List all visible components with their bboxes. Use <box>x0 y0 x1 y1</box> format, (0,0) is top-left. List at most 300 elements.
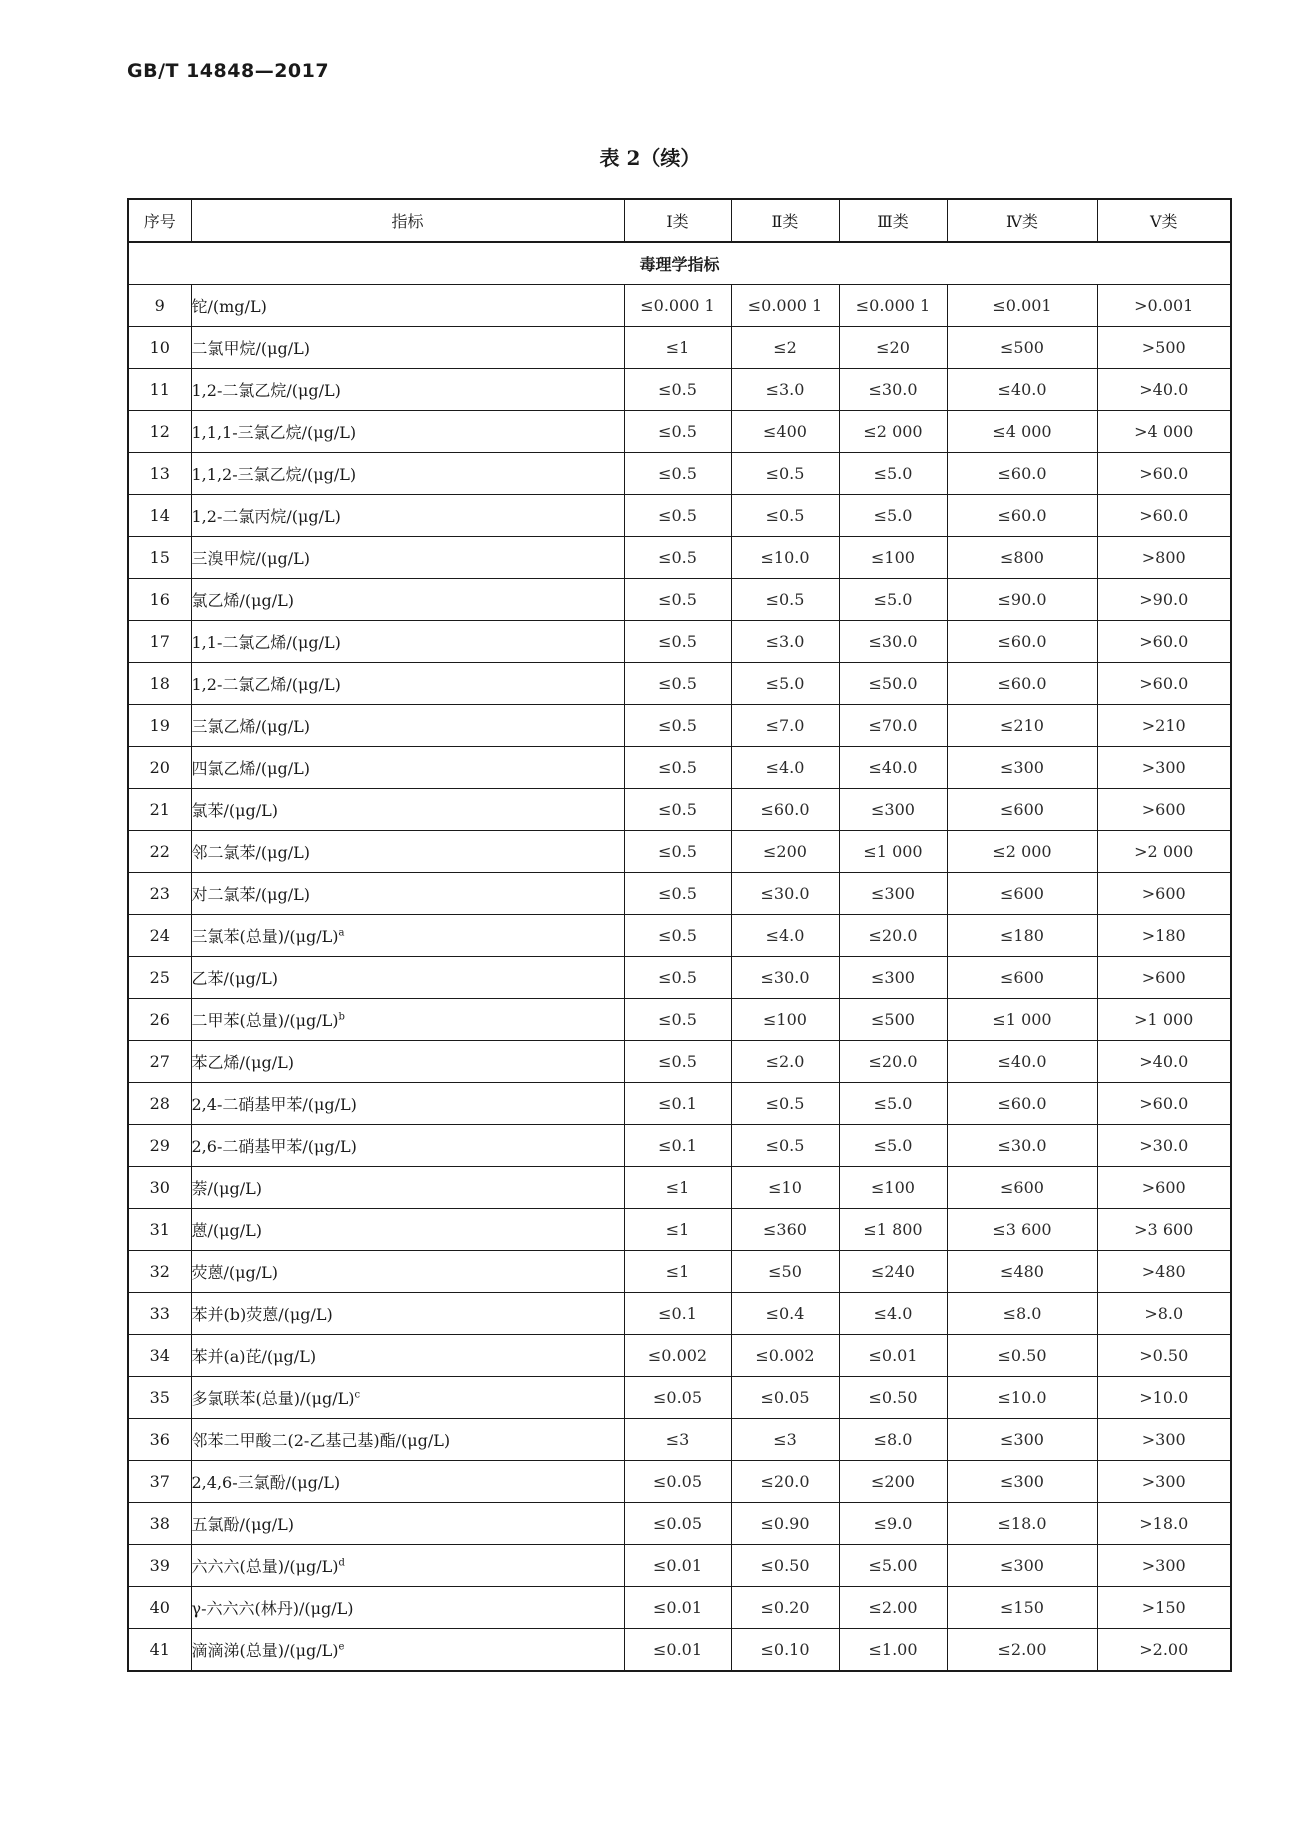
class-3-limit-cell: ≤20.0 <box>839 1041 947 1083</box>
indicator-name: 苯并(a)芘/(μg/L) <box>191 1347 317 1366</box>
serial-number-cell: 24 <box>128 915 191 957</box>
class-1-limit-cell: ≤0.5 <box>624 621 731 663</box>
class-1-limit-cell: ≤0.002 <box>624 1335 731 1377</box>
column-header-class-1: Ⅰ类 <box>624 199 731 242</box>
serial-number-cell: 14 <box>128 495 191 537</box>
serial-number-cell: 11 <box>128 369 191 411</box>
indicator-cell <box>191 999 624 1041</box>
table-row <box>128 1251 1231 1293</box>
class-1-limit-cell: ≤0.5 <box>624 1041 731 1083</box>
class-4-limit-cell: ≤60.0 <box>947 621 1097 663</box>
serial-number-cell: 40 <box>128 1587 191 1629</box>
class-5-limit-cell: >18.0 <box>1097 1503 1231 1545</box>
serial-number-cell: 39 <box>128 1545 191 1587</box>
serial-number-cell: 37 <box>128 1461 191 1503</box>
indicator-cell <box>191 327 624 369</box>
header-row <box>128 199 1231 242</box>
class-4-limit-cell: ≤300 <box>947 1545 1097 1587</box>
class-4-limit-cell: ≤40.0 <box>947 1041 1097 1083</box>
class-5-limit-cell: >2.00 <box>1097 1629 1231 1672</box>
indicator-name: γ-六六六(林丹)/(μg/L) <box>191 1599 354 1618</box>
class-1-limit-cell: ≤1 <box>624 327 731 369</box>
indicator-cell <box>191 1251 624 1293</box>
class-4-limit-cell: ≤0.50 <box>947 1335 1097 1377</box>
class-2-limit-cell: ≤0.05 <box>731 1377 839 1419</box>
class-1-limit-cell: ≤0.1 <box>624 1293 731 1335</box>
table-caption: 表 2（续） <box>599 146 701 170</box>
class-2-limit-cell: ≤3.0 <box>731 621 839 663</box>
column-header-indicator: 指标 <box>191 199 624 242</box>
serial-number-cell: 36 <box>128 1419 191 1461</box>
class-3-limit-cell: ≤100 <box>839 1167 947 1209</box>
class-5-limit-cell: >90.0 <box>1097 579 1231 621</box>
indicator-name: 1,2-二氯乙烯/(μg/L) <box>191 675 341 694</box>
class-4-limit-cell: ≤600 <box>947 873 1097 915</box>
class-2-limit-cell: ≤0.5 <box>731 453 839 495</box>
class-5-limit-cell: >3 600 <box>1097 1209 1231 1251</box>
class-1-limit-cell: ≤0.1 <box>624 1083 731 1125</box>
table-row <box>128 705 1231 747</box>
indicator-cell <box>191 747 624 789</box>
class-4-limit-cell: ≤300 <box>947 1461 1097 1503</box>
class-2-limit-cell: ≤100 <box>731 999 839 1041</box>
table-row <box>128 831 1231 873</box>
class-2-limit-cell: ≤50 <box>731 1251 839 1293</box>
indicator-name: 1,2-二氯乙烷/(μg/L) <box>191 381 341 400</box>
class-4-limit-cell: ≤600 <box>947 789 1097 831</box>
class-3-limit-cell: ≤1.00 <box>839 1629 947 1672</box>
class-4-limit-cell: ≤2 000 <box>947 831 1097 873</box>
class-2-limit-cell: ≤0.50 <box>731 1545 839 1587</box>
table-row <box>128 1167 1231 1209</box>
class-4-limit-cell: ≤40.0 <box>947 369 1097 411</box>
class-2-limit-cell: ≤2 <box>731 327 839 369</box>
indicator-name: 邻苯二甲酸二(2-乙基己基)酯/(μg/L) <box>191 1431 451 1450</box>
indicator-name: 四氯乙烯/(μg/L) <box>191 759 311 778</box>
indicator-name: 荧蒽/(μg/L) <box>191 1263 279 1282</box>
indicator-name: 三溴甲烷/(μg/L) <box>191 549 311 568</box>
indicator-cell <box>191 1083 624 1125</box>
table-row <box>128 1125 1231 1167</box>
indicator-name: 2,4-二硝基甲苯/(μg/L) <box>191 1095 357 1114</box>
class-1-limit-cell: ≤0.5 <box>624 369 731 411</box>
class-2-limit-cell: ≤60.0 <box>731 789 839 831</box>
class-4-limit-cell: ≤90.0 <box>947 579 1097 621</box>
class-4-limit-cell: ≤60.0 <box>947 453 1097 495</box>
serial-number-cell: 28 <box>128 1083 191 1125</box>
table-row <box>128 663 1231 705</box>
table-row <box>128 789 1231 831</box>
class-3-limit-cell: ≤5.0 <box>839 495 947 537</box>
serial-number-cell: 41 <box>128 1629 191 1672</box>
indicator-name: 邻二氯苯/(μg/L) <box>191 843 311 862</box>
class-5-limit-cell: >60.0 <box>1097 663 1231 705</box>
indicator-cell <box>191 1335 624 1377</box>
class-5-limit-cell: >60.0 <box>1097 1083 1231 1125</box>
class-5-limit-cell: >1 000 <box>1097 999 1231 1041</box>
class-4-limit-cell: ≤30.0 <box>947 1125 1097 1167</box>
class-3-limit-cell: ≤40.0 <box>839 747 947 789</box>
indicator-name: 1,1-二氯乙烯/(μg/L) <box>191 633 341 652</box>
indicator-cell <box>191 453 624 495</box>
column-header-class-5: Ⅴ类 <box>1097 199 1231 242</box>
class-3-limit-cell: ≤100 <box>839 537 947 579</box>
indicator-name: 铊/(mg/L) <box>191 297 267 316</box>
indicator-cell <box>191 411 624 453</box>
indicator-name: 萘/(μg/L) <box>191 1179 263 1198</box>
class-3-limit-cell: ≤70.0 <box>839 705 947 747</box>
class-5-limit-cell: >0.001 <box>1097 285 1231 327</box>
class-2-limit-cell: ≤0.90 <box>731 1503 839 1545</box>
serial-number-cell: 26 <box>128 999 191 1041</box>
indicator-cell <box>191 1293 624 1335</box>
indicator-name: 滴滴涕(总量)/(μg/L) <box>191 1641 339 1660</box>
indicator-name: 五氯酚/(μg/L) <box>191 1515 295 1534</box>
table-row <box>128 873 1231 915</box>
footnote-marker: e <box>338 1641 345 1653</box>
class-3-limit-cell: ≤50.0 <box>839 663 947 705</box>
table-row <box>128 1419 1231 1461</box>
class-2-limit-cell: ≤2.0 <box>731 1041 839 1083</box>
indicator-name: 苯乙烯/(μg/L) <box>191 1053 295 1072</box>
table-row <box>128 1083 1231 1125</box>
indicator-cell <box>191 369 624 411</box>
class-3-limit-cell: ≤5.0 <box>839 1125 947 1167</box>
class-4-limit-cell: ≤60.0 <box>947 663 1097 705</box>
indicator-name: 氯乙烯/(μg/L) <box>191 591 295 610</box>
class-2-limit-cell: ≤0.4 <box>731 1293 839 1335</box>
class-1-limit-cell: ≤0.01 <box>624 1545 731 1587</box>
class-4-limit-cell: ≤480 <box>947 1251 1097 1293</box>
table-row <box>128 1335 1231 1377</box>
indicator-name: 2,4,6-三氯酚/(μg/L) <box>191 1473 341 1492</box>
class-1-limit-cell: ≤0.5 <box>624 495 731 537</box>
class-5-limit-cell: >4 000 <box>1097 411 1231 453</box>
class-1-limit-cell: ≤0.5 <box>624 999 731 1041</box>
class-3-limit-cell: ≤500 <box>839 999 947 1041</box>
table-row <box>128 453 1231 495</box>
class-5-limit-cell: >300 <box>1097 1419 1231 1461</box>
class-2-limit-cell: ≤0.20 <box>731 1587 839 1629</box>
serial-number-cell: 19 <box>128 705 191 747</box>
indicator-cell <box>191 1125 624 1167</box>
class-1-limit-cell: ≤0.01 <box>624 1629 731 1672</box>
class-3-limit-cell: ≤9.0 <box>839 1503 947 1545</box>
class-4-limit-cell: ≤300 <box>947 1419 1097 1461</box>
serial-number-cell: 18 <box>128 663 191 705</box>
indicator-name: 乙苯/(μg/L) <box>191 969 279 988</box>
indicator-name: 多氯联苯(总量)/(μg/L) <box>191 1389 355 1408</box>
class-4-limit-cell: ≤800 <box>947 537 1097 579</box>
class-4-limit-cell: ≤4 000 <box>947 411 1097 453</box>
class-5-limit-cell: >300 <box>1097 1545 1231 1587</box>
class-5-limit-cell: >600 <box>1097 873 1231 915</box>
footnote-marker: c <box>354 1389 361 1401</box>
class-2-limit-cell: ≤0.5 <box>731 495 839 537</box>
class-4-limit-cell: ≤18.0 <box>947 1503 1097 1545</box>
class-3-limit-cell: ≤30.0 <box>839 621 947 663</box>
serial-number-cell: 22 <box>128 831 191 873</box>
serial-number-cell: 35 <box>128 1377 191 1419</box>
indicator-cell <box>191 495 624 537</box>
class-5-limit-cell: >210 <box>1097 705 1231 747</box>
class-2-limit-cell: ≤0.5 <box>731 1083 839 1125</box>
serial-number-cell: 32 <box>128 1251 191 1293</box>
table-row <box>128 537 1231 579</box>
indicator-cell <box>191 663 624 705</box>
column-header-class-2: Ⅱ类 <box>731 199 839 242</box>
class-2-limit-cell: ≤0.000 1 <box>731 285 839 327</box>
serial-number-cell: 33 <box>128 1293 191 1335</box>
class-4-limit-cell: ≤8.0 <box>947 1293 1097 1335</box>
indicator-cell <box>191 1377 624 1419</box>
class-4-limit-cell: ≤2.00 <box>947 1629 1097 1672</box>
serial-number-cell: 29 <box>128 1125 191 1167</box>
class-2-limit-cell: ≤4.0 <box>731 915 839 957</box>
table-row <box>128 285 1231 327</box>
standards-table <box>127 198 1232 1672</box>
class-2-limit-cell: ≤5.0 <box>731 663 839 705</box>
class-5-limit-cell: >300 <box>1097 1461 1231 1503</box>
indicator-cell <box>191 579 624 621</box>
class-2-limit-cell: ≤400 <box>731 411 839 453</box>
class-3-limit-cell: ≤30.0 <box>839 369 947 411</box>
table-row <box>128 1377 1231 1419</box>
class-2-limit-cell: ≤30.0 <box>731 873 839 915</box>
class-3-limit-cell: ≤1 800 <box>839 1209 947 1251</box>
serial-number-cell: 9 <box>128 285 191 327</box>
class-2-limit-cell: ≤3 <box>731 1419 839 1461</box>
serial-number-cell: 13 <box>128 453 191 495</box>
class-2-limit-cell: ≤3.0 <box>731 369 839 411</box>
table-row <box>128 915 1231 957</box>
serial-number-cell: 10 <box>128 327 191 369</box>
indicator-cell <box>191 1167 624 1209</box>
table-row <box>128 1503 1231 1545</box>
class-3-limit-cell: ≤20.0 <box>839 915 947 957</box>
class-4-limit-cell: ≤300 <box>947 747 1097 789</box>
class-5-limit-cell: >600 <box>1097 957 1231 999</box>
class-4-limit-cell: ≤60.0 <box>947 495 1097 537</box>
class-1-limit-cell: ≤0.000 1 <box>624 285 731 327</box>
class-1-limit-cell: ≤0.5 <box>624 831 731 873</box>
class-5-limit-cell: >8.0 <box>1097 1293 1231 1335</box>
class-4-limit-cell: ≤210 <box>947 705 1097 747</box>
indicator-name: 氯苯/(μg/L) <box>191 801 279 820</box>
serial-number-cell: 38 <box>128 1503 191 1545</box>
section-title: 毒理学指标 <box>128 242 1231 285</box>
indicator-name: 1,1,2-三氯乙烷/(μg/L) <box>191 465 357 484</box>
serial-number-cell: 21 <box>128 789 191 831</box>
class-2-limit-cell: ≤200 <box>731 831 839 873</box>
table-body <box>128 242 1231 1671</box>
serial-number-cell: 27 <box>128 1041 191 1083</box>
class-2-limit-cell: ≤7.0 <box>731 705 839 747</box>
class-5-limit-cell: >500 <box>1097 327 1231 369</box>
class-4-limit-cell: ≤600 <box>947 957 1097 999</box>
indicator-cell <box>191 1419 624 1461</box>
indicator-cell <box>191 831 624 873</box>
section-row <box>128 242 1231 285</box>
indicator-cell <box>191 915 624 957</box>
table-row <box>128 369 1231 411</box>
class-3-limit-cell: ≤200 <box>839 1461 947 1503</box>
class-1-limit-cell: ≤1 <box>624 1209 731 1251</box>
class-4-limit-cell: ≤3 600 <box>947 1209 1097 1251</box>
indicator-name: 1,1,1-三氯乙烷/(μg/L) <box>191 423 357 442</box>
class-1-limit-cell: ≤0.5 <box>624 957 731 999</box>
class-3-limit-cell: ≤300 <box>839 873 947 915</box>
class-1-limit-cell: ≤0.5 <box>624 411 731 453</box>
serial-number-cell: 17 <box>128 621 191 663</box>
class-3-limit-cell: ≤8.0 <box>839 1419 947 1461</box>
class-3-limit-cell: ≤240 <box>839 1251 947 1293</box>
table-row <box>128 621 1231 663</box>
table-row <box>128 1041 1231 1083</box>
serial-number-cell: 16 <box>128 579 191 621</box>
class-1-limit-cell: ≤0.5 <box>624 537 731 579</box>
class-1-limit-cell: ≤1 <box>624 1167 731 1209</box>
class-5-limit-cell: >40.0 <box>1097 369 1231 411</box>
class-3-limit-cell: ≤5.0 <box>839 579 947 621</box>
class-3-limit-cell: ≤1 000 <box>839 831 947 873</box>
class-5-limit-cell: >60.0 <box>1097 453 1231 495</box>
class-4-limit-cell: ≤10.0 <box>947 1377 1097 1419</box>
class-2-limit-cell: ≤4.0 <box>731 747 839 789</box>
class-4-limit-cell: ≤180 <box>947 915 1097 957</box>
table-row <box>128 1545 1231 1587</box>
serial-number-cell: 34 <box>128 1335 191 1377</box>
serial-number-cell: 23 <box>128 873 191 915</box>
class-3-limit-cell: ≤2.00 <box>839 1587 947 1629</box>
class-5-limit-cell: >10.0 <box>1097 1377 1231 1419</box>
class-5-limit-cell: >800 <box>1097 537 1231 579</box>
class-1-limit-cell: ≤0.05 <box>624 1461 731 1503</box>
table-row <box>128 747 1231 789</box>
indicator-cell <box>191 873 624 915</box>
serial-number-cell: 12 <box>128 411 191 453</box>
class-5-limit-cell: >600 <box>1097 789 1231 831</box>
class-2-limit-cell: ≤0.5 <box>731 579 839 621</box>
indicator-name: 三氯苯(总量)/(μg/L) <box>191 927 339 946</box>
table-row <box>128 495 1231 537</box>
class-1-limit-cell: ≤1 <box>624 1251 731 1293</box>
column-header-serial: 序号 <box>128 199 191 242</box>
class-3-limit-cell: ≤0.50 <box>839 1377 947 1419</box>
class-5-limit-cell: >480 <box>1097 1251 1231 1293</box>
indicator-cell <box>191 1587 624 1629</box>
class-2-limit-cell: ≤10.0 <box>731 537 839 579</box>
serial-number-cell: 31 <box>128 1209 191 1251</box>
class-2-limit-cell: ≤360 <box>731 1209 839 1251</box>
class-5-limit-cell: >2 000 <box>1097 831 1231 873</box>
indicator-name: 二氯甲烷/(μg/L) <box>191 339 311 358</box>
class-1-limit-cell: ≤0.5 <box>624 579 731 621</box>
class-1-limit-cell: ≤0.1 <box>624 1125 731 1167</box>
class-3-limit-cell: ≤300 <box>839 957 947 999</box>
indicator-cell <box>191 1629 624 1672</box>
class-5-limit-cell: >600 <box>1097 1167 1231 1209</box>
indicator-cell <box>191 537 624 579</box>
table-row <box>128 999 1231 1041</box>
indicator-name: 二甲苯(总量)/(μg/L) <box>191 1011 339 1030</box>
class-1-limit-cell: ≤0.5 <box>624 789 731 831</box>
indicator-name: 苯并(b)荧蒽/(μg/L) <box>191 1305 333 1324</box>
indicator-name: 对二氯苯/(μg/L) <box>191 885 311 904</box>
class-3-limit-cell: ≤5.0 <box>839 453 947 495</box>
table-row <box>128 1461 1231 1503</box>
class-1-limit-cell: ≤0.5 <box>624 663 731 705</box>
table-row <box>128 327 1231 369</box>
class-4-limit-cell: ≤600 <box>947 1167 1097 1209</box>
class-3-limit-cell: ≤5.00 <box>839 1545 947 1587</box>
class-1-limit-cell: ≤0.05 <box>624 1377 731 1419</box>
table-row <box>128 1587 1231 1629</box>
indicator-cell <box>191 1503 624 1545</box>
indicator-cell <box>191 705 624 747</box>
column-header-class-4: Ⅳ类 <box>947 199 1097 242</box>
class-4-limit-cell: ≤60.0 <box>947 1083 1097 1125</box>
class-5-limit-cell: >30.0 <box>1097 1125 1231 1167</box>
serial-number-cell: 30 <box>128 1167 191 1209</box>
indicator-name: 2,6-二硝基甲苯/(μg/L) <box>191 1137 357 1156</box>
footnote-marker: a <box>338 927 345 939</box>
serial-number-cell: 25 <box>128 957 191 999</box>
class-4-limit-cell: ≤0.001 <box>947 285 1097 327</box>
footnote-marker: d <box>338 1557 345 1569</box>
class-1-limit-cell: ≤0.5 <box>624 705 731 747</box>
class-3-limit-cell: ≤0.000 1 <box>839 285 947 327</box>
class-4-limit-cell: ≤1 000 <box>947 999 1097 1041</box>
footnote-marker: b <box>338 1011 345 1023</box>
class-5-limit-cell: >40.0 <box>1097 1041 1231 1083</box>
indicator-name: 1,2-二氯丙烷/(μg/L) <box>191 507 341 526</box>
indicator-cell <box>191 1545 624 1587</box>
indicator-name: 六六六(总量)/(μg/L) <box>191 1557 339 1576</box>
class-1-limit-cell: ≤0.5 <box>624 453 731 495</box>
class-1-limit-cell: ≤0.01 <box>624 1587 731 1629</box>
class-1-limit-cell: ≤0.05 <box>624 1503 731 1545</box>
class-5-limit-cell: >180 <box>1097 915 1231 957</box>
indicator-cell <box>191 1209 624 1251</box>
indicator-cell <box>191 957 624 999</box>
table-row <box>128 1209 1231 1251</box>
class-1-limit-cell: ≤0.5 <box>624 747 731 789</box>
indicator-name: 三氯乙烯/(μg/L) <box>191 717 311 736</box>
indicator-cell <box>191 1461 624 1503</box>
class-4-limit-cell: ≤500 <box>947 327 1097 369</box>
class-5-limit-cell: >300 <box>1097 747 1231 789</box>
indicator-cell <box>191 789 624 831</box>
class-2-limit-cell: ≤30.0 <box>731 957 839 999</box>
class-5-limit-cell: >150 <box>1097 1587 1231 1629</box>
class-2-limit-cell: ≤20.0 <box>731 1461 839 1503</box>
serial-number-cell: 15 <box>128 537 191 579</box>
class-3-limit-cell: ≤20 <box>839 327 947 369</box>
class-5-limit-cell: >60.0 <box>1097 621 1231 663</box>
table-row <box>128 579 1231 621</box>
class-2-limit-cell: ≤0.002 <box>731 1335 839 1377</box>
class-3-limit-cell: ≤300 <box>839 789 947 831</box>
class-3-limit-cell: ≤4.0 <box>839 1293 947 1335</box>
class-3-limit-cell: ≤2 000 <box>839 411 947 453</box>
class-5-limit-cell: >60.0 <box>1097 495 1231 537</box>
table-row <box>128 957 1231 999</box>
indicator-cell <box>191 621 624 663</box>
class-2-limit-cell: ≤0.10 <box>731 1629 839 1672</box>
class-4-limit-cell: ≤150 <box>947 1587 1097 1629</box>
table-row <box>128 411 1231 453</box>
